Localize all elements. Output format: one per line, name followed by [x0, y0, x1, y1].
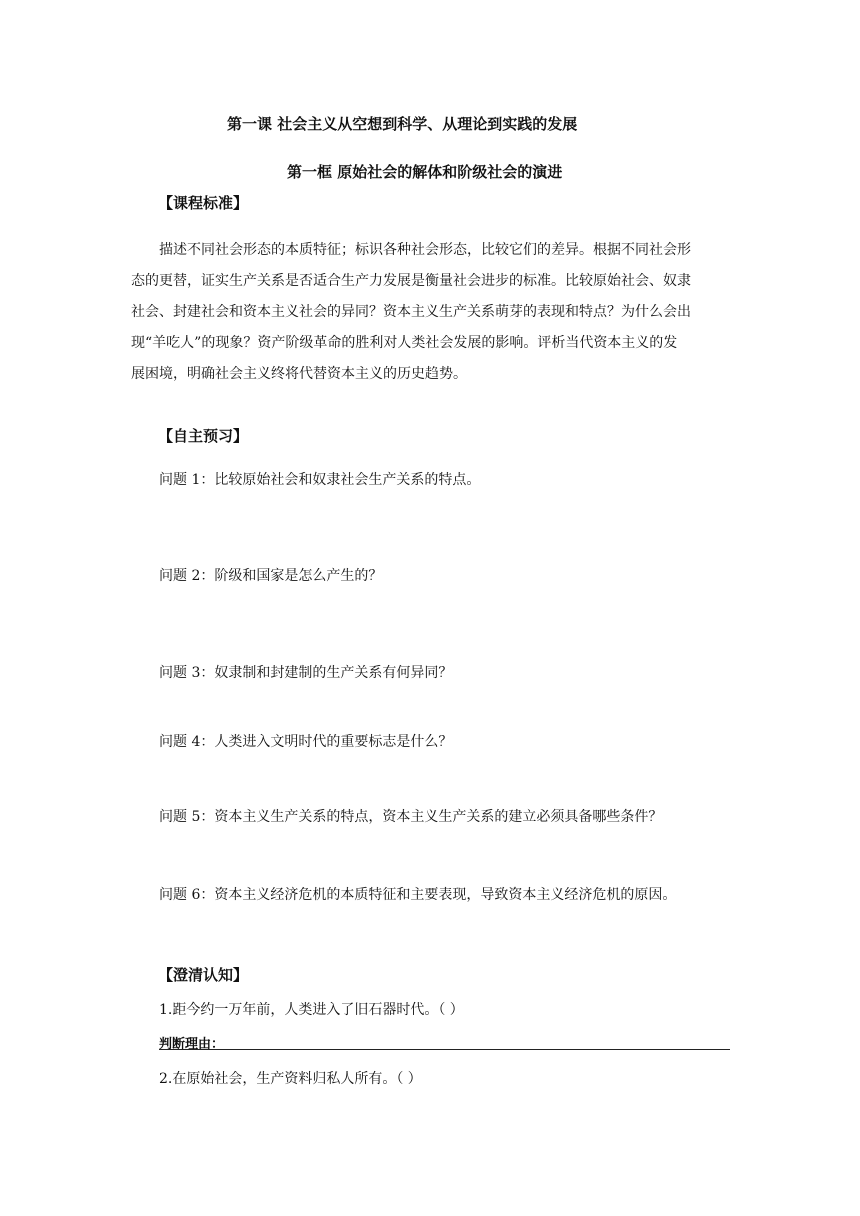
standards-line: 展困境，明确社会主义终将代替资本主义的历史趋势。 [131, 366, 467, 382]
preview-question: 问题 2：阶级和国家是怎么产生的？ [159, 568, 383, 584]
standards-paragraph [131, 235, 731, 390]
standards-line: 社会、封建社会和资本主义社会的异同？资本主义生产关系萌芽的表现和特点？为什么会出 [131, 304, 691, 320]
preview-question: 问题 3：奴隶制和封建制的生产关系有何异同？ [159, 665, 453, 681]
preview-question: 问题 6：资本主义经济危机的本质特征和主要表现，导致资本主义经济危机的原因。 [159, 887, 677, 903]
preview-heading: 【自主预习】 [158, 427, 249, 445]
standards-line: 态的更替，证实生产关系是否适合生产力发展是衡量社会进步的标准。比较原始社会、奴隶 [131, 273, 691, 289]
section-title: 第一框 原始社会的解体和阶级社会的演进 [287, 163, 563, 181]
answer-line[interactable] [159, 1049, 730, 1050]
standards-heading: 【课程标准】 [158, 194, 249, 212]
clarify-item: 2.在原始社会，生产资料归私人所有。（ ） [159, 1071, 422, 1087]
judge-reason-label: 判断理由： [159, 1037, 225, 1052]
standards-line: 描述不同社会形态的本质特征；标识各种社会形态，比较它们的差异。根据不同社会形 [159, 242, 691, 258]
preview-question: 问题 1：比较原始社会和奴隶社会生产关系的特点。 [159, 472, 481, 488]
lesson-title: 第一课 社会主义从空想到科学、从理论到实践的发展 [227, 115, 578, 133]
preview-question: 问题 4：人类进入文明时代的重要标志是什么？ [159, 734, 453, 750]
clarify-item: 1.距今约一万年前，人类进入了旧石器时代。（ ） [159, 1002, 464, 1018]
clarify-heading: 【澄清认知】 [158, 966, 249, 984]
preview-question: 问题 5：资本主义生产关系的特点，资本主义生产关系的建立必须具备哪些条件？ [159, 809, 663, 825]
standards-line: 现“羊吃人”的现象？资产阶级革命的胜利对人类社会发展的影响。评析当代资本主义的发 [131, 335, 678, 351]
